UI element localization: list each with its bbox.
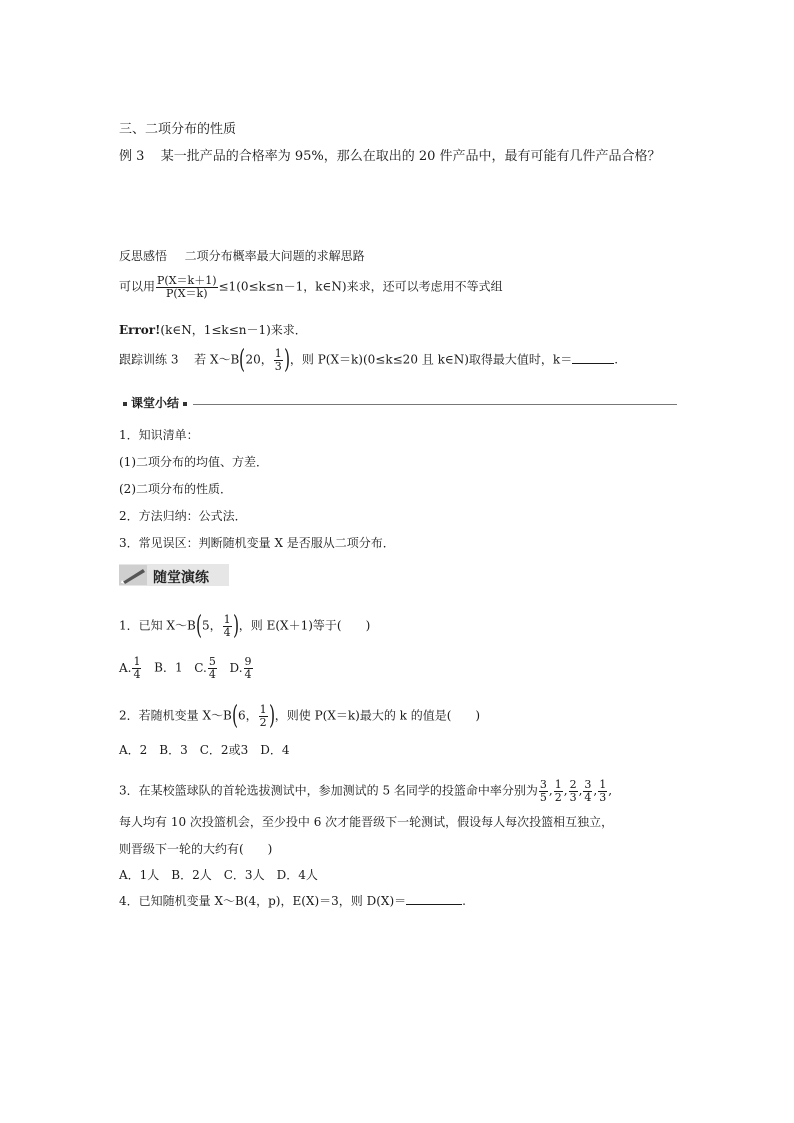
q1-option-c[interactable] bbox=[194, 655, 218, 681]
probability-ratio-fraction bbox=[156, 275, 217, 299]
summary-item: (2)二项分布的性质． bbox=[119, 482, 232, 496]
rate-num: 3 bbox=[539, 778, 547, 791]
summary-item: (1)二项分布的均值、方差． bbox=[119, 455, 268, 469]
summary-title: 课堂小结 bbox=[131, 396, 180, 410]
summary-heading bbox=[119, 396, 191, 410]
rate-num: 1 bbox=[599, 778, 607, 791]
left-paren: ( bbox=[239, 345, 246, 375]
reflection-suffix: ≤1(0≤k≤n－1，k∈N)来求，还可以考虑用不等式组 bbox=[218, 279, 503, 294]
q4-end: . bbox=[462, 894, 466, 908]
fraction-denominator: P(X＝k) bbox=[166, 286, 208, 300]
q3-rate-fraction bbox=[554, 779, 563, 803]
reflection-subtitle: 二项分布概率最大问题的求解思路 bbox=[184, 249, 365, 263]
question-3-line-3: 则晋级下一轮的大约有( ) bbox=[119, 842, 273, 856]
option-den: 4 bbox=[133, 667, 141, 681]
summary-divider bbox=[193, 404, 677, 405]
q1-option-d[interactable] bbox=[229, 655, 254, 681]
practice-end: . bbox=[614, 352, 619, 367]
q1-options bbox=[119, 656, 254, 680]
option-fraction bbox=[132, 656, 141, 680]
rate-den: 4 bbox=[584, 790, 592, 804]
pencil-icon bbox=[119, 565, 147, 585]
summary-item: 1．知识清单： bbox=[119, 428, 199, 442]
q1-option-b[interactable]: B．1 bbox=[154, 660, 183, 675]
q1-p-fraction bbox=[223, 614, 232, 638]
practice-p-num: 1 bbox=[274, 346, 282, 360]
example-label: 例 3 bbox=[119, 149, 145, 164]
option-fraction bbox=[244, 656, 253, 680]
right-paren: ) bbox=[232, 611, 239, 641]
example-text: 某一批产品的合格率为 95%，那么在取出的 20 件产品中，最有可能有几件产品合格？ bbox=[160, 149, 661, 164]
option-fraction bbox=[208, 656, 217, 680]
summary-item: 3．常见误区：判断随机变量 X 是否服从二项分布． bbox=[119, 536, 395, 550]
summary-item: 2．方法归纳：公式法． bbox=[119, 509, 247, 523]
left-paren: ( bbox=[195, 611, 202, 641]
option-label: C. bbox=[194, 660, 207, 675]
reflection-prefix: 可以用 bbox=[119, 279, 156, 294]
error-label: Error! bbox=[119, 323, 161, 337]
q1-p-num: 1 bbox=[223, 612, 231, 626]
q3-rate-fraction bbox=[598, 779, 607, 803]
reflection-title: 反思感悟 bbox=[119, 249, 168, 263]
option-num: 9 bbox=[244, 655, 252, 668]
answer-blank[interactable] bbox=[572, 363, 614, 364]
right-paren: ) bbox=[268, 701, 275, 731]
practice-label: 跟踪训练 3 bbox=[119, 352, 179, 367]
option-label: A. bbox=[119, 660, 132, 675]
reflection-line-3-text: (k∈N，1≤k≤n－1)来求． bbox=[160, 323, 307, 337]
rate-den: 5 bbox=[539, 790, 547, 804]
right-paren: ) bbox=[283, 345, 290, 375]
practice-n: 20， bbox=[245, 352, 273, 367]
question-2 bbox=[119, 703, 480, 729]
q4-text: 4．已知随机变量 X～B(4，p)，E(X)＝3，则 D(X)＝ bbox=[119, 894, 407, 908]
q2-p-fraction bbox=[259, 704, 268, 728]
fraction-numerator: P(X＝k＋1) bbox=[157, 274, 217, 287]
left-paren: ( bbox=[231, 701, 238, 731]
practice-text-b: ，则 P(X＝k)(0≤k≤20 且 k∈N)取得最大值时，k＝ bbox=[289, 352, 573, 367]
q2-n: 6， bbox=[237, 708, 258, 723]
option-num: 5 bbox=[208, 655, 216, 668]
reflection-line-3 bbox=[119, 323, 307, 337]
section-heading: 三、二项分布的性质 bbox=[119, 122, 237, 137]
practice-dist: X～B bbox=[209, 352, 240, 367]
q3-rate-fraction bbox=[569, 779, 578, 803]
rate-num: 3 bbox=[584, 778, 592, 791]
option-den: 4 bbox=[244, 667, 252, 681]
q3-rate-fraction bbox=[539, 779, 548, 803]
q2-p-den: 2 bbox=[259, 715, 267, 729]
question-4 bbox=[119, 894, 466, 908]
q2-p-num: 1 bbox=[259, 702, 267, 716]
rate-num: 2 bbox=[569, 778, 577, 791]
q2-stem-b: ，则使 P(X＝k)最大的 k 的值是( ) bbox=[274, 708, 481, 723]
q1-option-a[interactable] bbox=[119, 655, 142, 681]
rate-den: 3 bbox=[569, 790, 577, 804]
option-num: 1 bbox=[133, 655, 141, 668]
q2-stem-a: 2．若随机变量 X～B bbox=[119, 708, 232, 723]
square-bullet-icon bbox=[183, 402, 187, 406]
option-den: 4 bbox=[208, 667, 216, 681]
rate-den: 3 bbox=[599, 790, 607, 804]
q3-line-1: 3．在某校篮球队的首轮选拔测试中，参加测试的 5 名同学的投篮命中率分别为 bbox=[119, 783, 538, 798]
reflection-heading bbox=[119, 249, 365, 263]
q1-n: 5， bbox=[201, 618, 222, 633]
practice-p-fraction bbox=[274, 348, 283, 372]
example-3 bbox=[119, 149, 661, 165]
rate-num: 1 bbox=[554, 778, 562, 791]
practice-text-a: 若 bbox=[194, 352, 207, 367]
q2-options[interactable]: A．2 B．3 C．2或3 D．4 bbox=[119, 743, 290, 757]
question-1 bbox=[119, 613, 370, 639]
practice-3 bbox=[119, 347, 618, 373]
q1-stem-a: 1．已知 X～B bbox=[119, 618, 196, 633]
drill-title: 随堂演练 bbox=[153, 570, 209, 586]
answer-blank[interactable] bbox=[406, 904, 462, 905]
q3-rate-fraction bbox=[583, 779, 592, 803]
option-label: D. bbox=[229, 660, 243, 675]
q1-stem-b: ，则 E(X＋1)等于( ) bbox=[238, 618, 371, 633]
q3-options[interactable]: A．1人 B．2人 C．3人 D．4人 bbox=[119, 868, 318, 882]
reflection-line-2 bbox=[119, 275, 503, 299]
question-3-line-1: 3．在某校篮球队的首轮选拔测试中，参加测试的 5 名同学的投篮命中率分别为 $\frac{3}{5}$ , $\frac{1}{2}$ , $\frac{2}{3}$ , $\frac{3}{4}$ , $\frac{1}{3}$ , bbox=[119, 778, 613, 804]
practice-p-den: 3 bbox=[274, 359, 282, 373]
rate-den: 2 bbox=[554, 790, 562, 804]
question-3-line-2: 每人均有 10 次投篮机会，至少投中 6 次才能晋级下一轮测试，假设每人每次投篮相互独立， bbox=[119, 815, 614, 829]
q1-p-den: 4 bbox=[223, 625, 231, 639]
square-bullet-icon bbox=[123, 402, 127, 406]
